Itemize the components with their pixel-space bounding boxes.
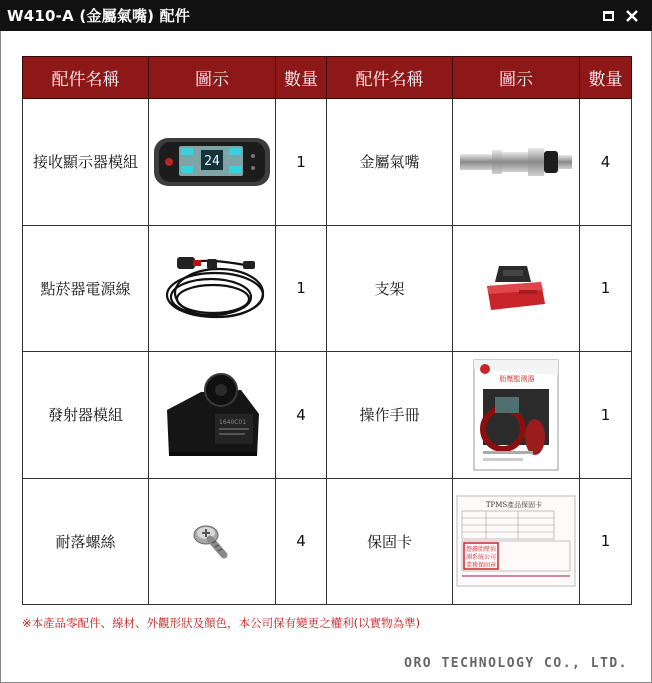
close-icon[interactable] <box>626 10 638 22</box>
bracket-image <box>481 260 551 316</box>
table-row <box>23 225 632 352</box>
part-name: 點菸器電源線 <box>23 225 149 352</box>
warranty-stamp-line-2: 測系統公司 <box>465 554 497 562</box>
part-image-cell <box>453 352 580 479</box>
part-quantity: 1 <box>580 225 632 352</box>
header-part-name-2: 配件名稱 <box>327 57 453 99</box>
header-part-name: 配件名稱 <box>23 57 149 99</box>
table-header-row <box>23 57 632 99</box>
part-quantity: 1 <box>276 225 327 352</box>
table-row <box>23 352 632 479</box>
part-name: 操作手冊 <box>327 352 453 479</box>
part-image-cell <box>453 478 580 605</box>
window-controls <box>603 0 638 31</box>
header-quantity: 數量 <box>276 57 327 99</box>
part-image-cell <box>149 352 276 479</box>
display-reading: 24 <box>204 153 220 169</box>
part-quantity: 4 <box>276 478 327 605</box>
part-quantity: 1 <box>580 478 632 605</box>
warranty-card-title: TPMS產品保固卡 <box>485 501 543 510</box>
warranty-card-image <box>456 495 576 587</box>
manual-image <box>473 359 559 471</box>
part-image-cell <box>453 225 580 352</box>
part-name: 金屬氣嘴 <box>327 99 453 226</box>
cigarette-power-cable-image <box>153 249 271 327</box>
part-image-cell <box>149 225 276 352</box>
part-image-cell <box>149 99 276 226</box>
warranty-stamp-line-1: 磐鑫胎壓偵 <box>465 546 497 554</box>
company-brand: ORO TECHNOLOGY CO., LTD. <box>404 656 628 671</box>
part-image-cell <box>149 478 276 605</box>
header-image-2: 圖示 <box>453 57 580 99</box>
header-image: 圖示 <box>149 57 276 99</box>
sensor-module-image <box>159 370 265 460</box>
part-name: 支架 <box>327 225 453 352</box>
part-name: 發射器模組 <box>23 352 149 479</box>
part-name: 保固卡 <box>327 478 453 605</box>
screw-image <box>188 517 236 565</box>
maximize-icon[interactable] <box>603 11 614 21</box>
window-title: W410-A (金屬氣嘴) 配件 <box>7 7 191 25</box>
part-quantity: 4 <box>580 99 632 226</box>
part-quantity: 4 <box>276 352 327 479</box>
metal-valve-image <box>456 142 576 182</box>
header-quantity-2: 數量 <box>580 57 632 99</box>
part-name: 耐落螺絲 <box>23 478 149 605</box>
parts-table <box>22 56 632 605</box>
part-image-cell <box>453 99 580 226</box>
receiver-display-image <box>153 136 271 188</box>
part-quantity: 1 <box>580 352 632 479</box>
part-name: 接收顯示器模組 <box>23 99 149 226</box>
table-row <box>23 99 632 226</box>
window-titlebar <box>0 0 652 31</box>
disclaimer-note: ※本產品零配件、線材、外觀形狀及顏色，本公司保有變更之權利(以實物為準) <box>22 616 421 630</box>
sensor-label: 1640C01 <box>219 418 247 426</box>
table-row <box>23 478 632 605</box>
warranty-stamp-line-3: 業務保固章 <box>465 562 497 570</box>
part-quantity: 1 <box>276 99 327 226</box>
manual-title: 胎壓監測器 <box>499 374 535 383</box>
